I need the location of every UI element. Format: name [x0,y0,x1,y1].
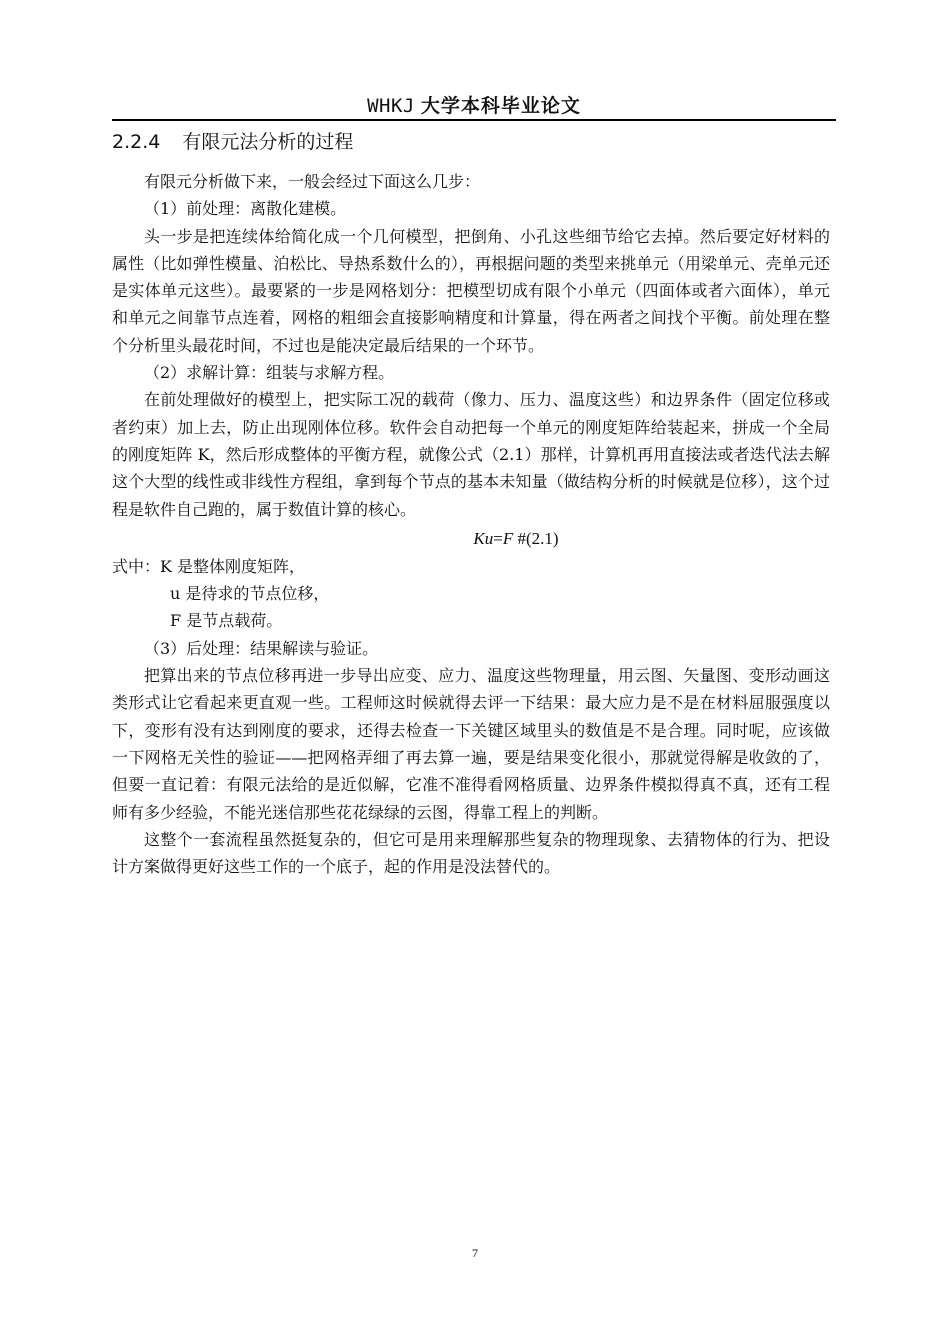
where-prefix: 式中： [112,556,161,576]
where-f: F 是节点载荷。 [170,611,283,631]
step2-heading: （2）求解计算：组装与求解方程。 [144,363,395,383]
paragraph-step3: 把算出来的节点位移再进一步导出应变、应力、温度这些物理量，用云图、矢量图、变形动画这类形式让它看起来更直观一些。工程师这时候就得去评一下结果：最大应力是不是在材料屈服强度以下，变形有没有达到刚度的要求，还得去检查一下关键区域里头的数值是不是合理。同时呢，应该做一下网格无关性的验证——把网格弄细了再去算一遍，要是结果变化很小，那就觉得解是收敛的了，但要一直记着：有限元法给的是近似解，它准不准得看网格质量、边界条件模拟得真不真，还有工程师有多少经验，不能光迷信那些花花绿绿的云图，得靠工程上的判断。 [112,666,830,822]
where-line-1 [112,553,830,580]
formula-tag: #(2.1) [517,528,559,548]
section-heading [112,129,353,155]
body-text [112,168,830,880]
formula-u: u [484,528,494,548]
paragraph-intro: 有限元分析做下来，一般会经过下面这么几步： [144,172,481,191]
section-number: 2.2.4 [112,131,161,153]
formula-equals: = [493,528,503,548]
where-u: u 是待求的节点位移， [170,584,330,604]
paragraph-conclusion: 这整个一套流程虽然挺复杂的，但它可是用来理解那些复杂的物理现象、去猜物体的行为、把设计方案做得更好这些工作的一个底子，起的作用是没法替代的。 [112,829,830,877]
step3-heading: （3）后处理：结果解读与验证。 [144,638,379,658]
formula-k: K [473,528,485,548]
header-latin: WHKJ [367,95,415,117]
page-header [112,93,836,121]
equation-2-1 [112,525,830,552]
formula-f: F [502,528,514,548]
section-title: 有限元法分析的过程 [182,131,354,153]
page-number: 7 [472,1246,478,1260]
paragraph-step1: 头一步是把连续体给简化成一个几何模型，把倒角、小孔这些细节给它去掉。然后要定好材料的属性（比如弹性模量、泊松比、导热系数什么的），再根据问题的类型来挑单元（用梁单元、壳单元还是实体单元这些）。最要紧的一步是网格划分：把模型切成有限个小单元（四面体或者六面体），单元和单元之间靠节点连着，网格的粗细会直接影响精度和计算量，得在两者之间找个平衡。前处理在整个分析里头最花时间，不过也是能决定最后结果的一个环节。 [112,226,830,355]
paragraph-step2: 在前处理做好的模型上，把实际工况的载荷（像力、压力、温度这些）和边界条件（固定位移或者约束）加上去，防止出现刚体位移。软件会自动把每一个单元的刚度矩阵给装起来，拼成一个全局的刚度矩阵 K，然后形成整体的平衡方程，就像公式（2.1）那样，计算机再用直接法或者迭代法去解这个大型的线性或非线性方程组，拿到每个节点的基本未知量（做结构分析的时候就是位移），这个过程是软件自己跑的，属于数值计算的核心。 [112,390,830,519]
step1-heading: （1）前处理：离散化建模。 [144,199,347,219]
where-k: K 是整体刚度矩阵， [160,556,306,576]
header-title: 大学本科毕业论文 [420,95,581,117]
